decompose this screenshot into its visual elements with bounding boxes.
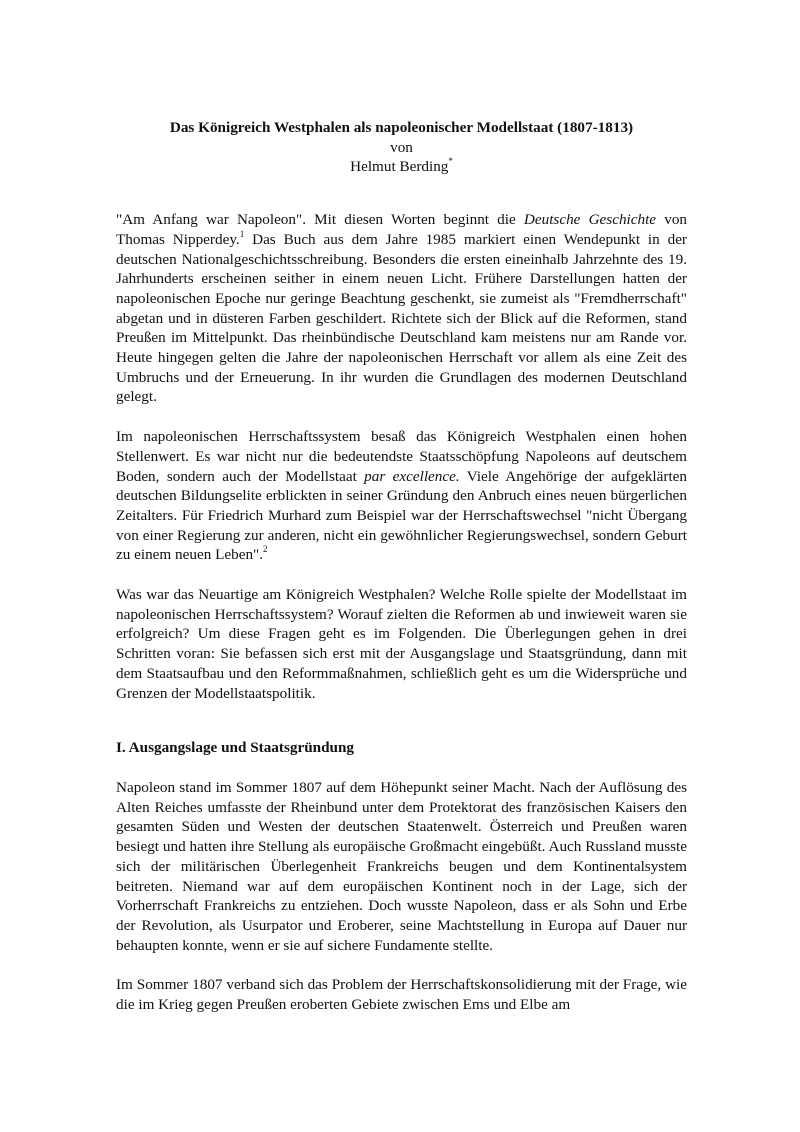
- document-page: [116, 118, 687, 1015]
- document-title: Das Königreich Westphalen als napoleonischer Modellstaat (1807-1813): [169, 119, 634, 136]
- p2-text-a: Im napoleonischen Herrschaftssystem besaß das Königreich Westphalen einen hohen Stellenwert. Es war nicht nur die bedeutendste Staatsschöpfung Napoleons auf deutschem Boden, sondern auch der Modellstaat: [116, 428, 687, 485]
- p1-text-c: Das Buch aus dem Jahre 1985 markiert einen Wendepunkt in der deutschen Nationalgeschichtsschreibung. Besonders die ersten eineinhalb Jahrzehnte des 19. Jahrhunderts erscheinen seither in einem neuen Licht. Frühere Darstellungen hatten der napoleonischen Epoche nur geringe Beachtung geschenkt, sie zumeist als "Fremdherrschaft" abgetan und in düsteren Farben geschildert. Richtete sich der Blick auf die Reformen, stand Preußen im Mittelpunkt. Das rheinbündische Deutschland kam meistens nur am Rande vor. Heute hingegen gelten die Jahre der napoleonischen Herrschaft vor allem als eine Zeit des Umbruchs und der Erneuerung. In ihr wurden die Grundlagen des modernen Deutschland gelegt.: [116, 230, 687, 406]
- paragraph-3: Was war das Neuartige am Königreich Westphalen? Welche Rolle spielte der Modellstaat im napoleonischen Herrschaftssystem? Worauf zielten die Reformen ab und inwieweit waren sie erfolgreich? Um diese Fragen geht es im Folgenden. Die Überlegungen gehen in drei Schritten voran: Sie befassen sich erst mit der Ausgangslage und Staatsgründung, dann mit dem Staatsaufbau und den Reformmaßnahmen, schließlich geht es um die Widersprüche und Grenzen der Modellstaatspolitik.: [116, 586, 687, 702]
- footnote-ref-1: 1: [239, 228, 245, 239]
- p1-text-a: "Am Anfang war Napoleon". Mit diesen Worten beginnt die: [116, 211, 524, 229]
- von-line: von: [390, 138, 413, 156]
- paragraph-5: Im Sommer 1807 verband sich das Problem der Herrschaftskonsolidierung mit der Frage, wie die im Krieg gegen Preußen eroberten Gebiete zwischen Ems und Elbe am: [116, 976, 687, 1014]
- paragraph-4: Napoleon stand im Sommer 1807 auf dem Höhepunkt seiner Macht. Nach der Auflösung des Alten Reiches umfasste der Rheinbund unter dem Protektorat des französischen Kaisers den gesamten Süden und Westen der deutschen Staatenwelt. Österreich und Preußen waren besiegt und hatten ihre Stellung als europäische Großmacht eingebüßt. Auch Russland musste sich der militärischen Überlegenheit Frankreichs beugen und dem Kontinentalsystem beitreten. Niemand war auf dem europäischen Kontinent noch in der Lage, sich der Vorherrschaft Frankreichs zu entziehen. Doch wusste Napoleon, dass er als Sohn und Erbe der Revolution, als Usurpator und Eroberer, seine Machtstellung in Europa auf Dauer nur behaupten konnte, wenn er sie auf sichere Fundamente stellte.: [116, 778, 687, 954]
- p2-emphasis: par excellence.: [364, 467, 460, 485]
- paragraph-1: [116, 210, 687, 407]
- paragraph-2: [116, 427, 687, 565]
- section-heading: I. Ausgangslage und Staatsgründung: [116, 739, 355, 757]
- p1-text-b: von Thomas Nipperdey.: [116, 211, 688, 248]
- p2-text-b: Viele Angehörige der aufgeklärten deutschen Bildungselite erblickten in seiner Gründung den Anbruch eines neuen bürgerlichen Zeitalters. Für Friedrich Murhard zum Beispiel war der Herrschaftswechsel "nicht Übergang von einer Regierung zur anderen, nicht ein gewöhnlicher Regierungswechsel, sondern Geburt zu einem neuen Leben".: [116, 467, 688, 564]
- author-line: [116, 157, 687, 177]
- footnote-ref-2: 2: [263, 544, 268, 555]
- author-footnote-mark: *: [448, 156, 453, 167]
- title-block: [116, 118, 687, 177]
- p1-book-title: Deutsche Geschichte: [523, 211, 657, 229]
- author-name: Helmut Berding: [350, 158, 449, 176]
